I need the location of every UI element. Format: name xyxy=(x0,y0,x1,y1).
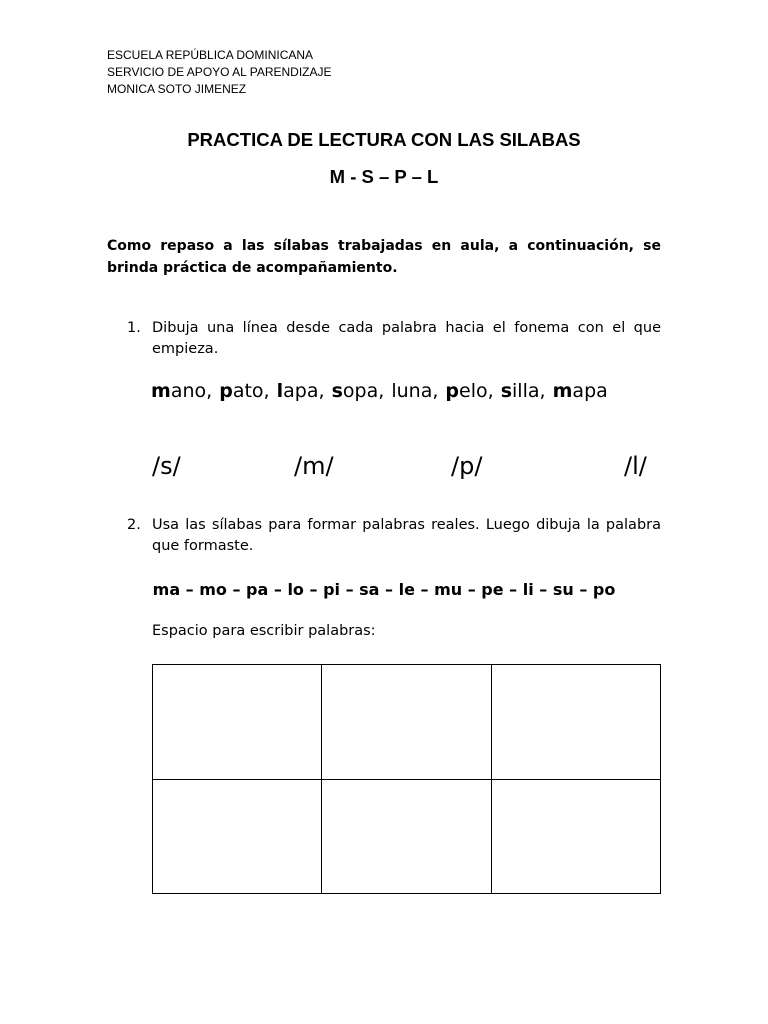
syllable-list: ma – mo – pa – lo – pi – sa – le – mu – pe – li – su – po xyxy=(152,580,616,599)
exercise-1-instruction: Dibuja una línea desde cada palabra hacia el fonema con el que empieza. xyxy=(152,320,661,357)
word-item: pato, xyxy=(219,380,270,402)
phoneme-s: /s/ xyxy=(152,452,181,480)
writing-space-label: Espacio para escribir palabras: xyxy=(152,623,376,639)
word-list xyxy=(151,380,608,402)
word-item: lapa, xyxy=(276,380,325,402)
grid-cell[interactable] xyxy=(153,779,322,894)
word-item: sopa, xyxy=(331,380,385,402)
writing-grid xyxy=(152,664,661,894)
grid-row xyxy=(153,665,661,780)
grid-cell[interactable] xyxy=(491,665,660,780)
grid-cell[interactable] xyxy=(491,779,660,894)
exercise-1-number: 1. xyxy=(127,320,141,336)
exercise-2-number: 2. xyxy=(127,517,141,533)
word-item: luna, xyxy=(391,380,439,402)
phoneme-row xyxy=(0,452,768,486)
exercise-2-instruction: Usa las sílabas para formar palabras reales. Luego dibuja la palabra que formaste. xyxy=(152,517,661,554)
grid-cell[interactable] xyxy=(322,665,491,780)
grid-row xyxy=(153,779,661,894)
page-title: PRACTICA DE LECTURA CON LAS SILABAS xyxy=(187,129,581,150)
school-name: ESCUELA REPÚBLICA DOMINICANA xyxy=(107,48,314,62)
phoneme-l: /l/ xyxy=(624,452,647,480)
phoneme-p: /p/ xyxy=(451,452,483,480)
school-header xyxy=(107,47,332,98)
word-item: silla, xyxy=(500,380,546,402)
word-item: mapa xyxy=(552,380,608,402)
intro-text: Como repaso a las sílabas trabajadas en aula, a continuación, se brinda práctica de acompañamiento. xyxy=(107,238,661,276)
service-name: SERVICIO DE APOYO AL PARENDIZAJE xyxy=(107,65,332,79)
grid-cell[interactable] xyxy=(153,665,322,780)
grid-cell[interactable] xyxy=(322,779,491,894)
word-item: mano, xyxy=(151,380,213,402)
page-subtitle: M - S – P – L xyxy=(329,166,439,187)
word-item: pelo, xyxy=(445,380,494,402)
phoneme-m: /m/ xyxy=(294,452,334,480)
teacher-name: MONICA SOTO JIMENEZ xyxy=(107,82,247,96)
